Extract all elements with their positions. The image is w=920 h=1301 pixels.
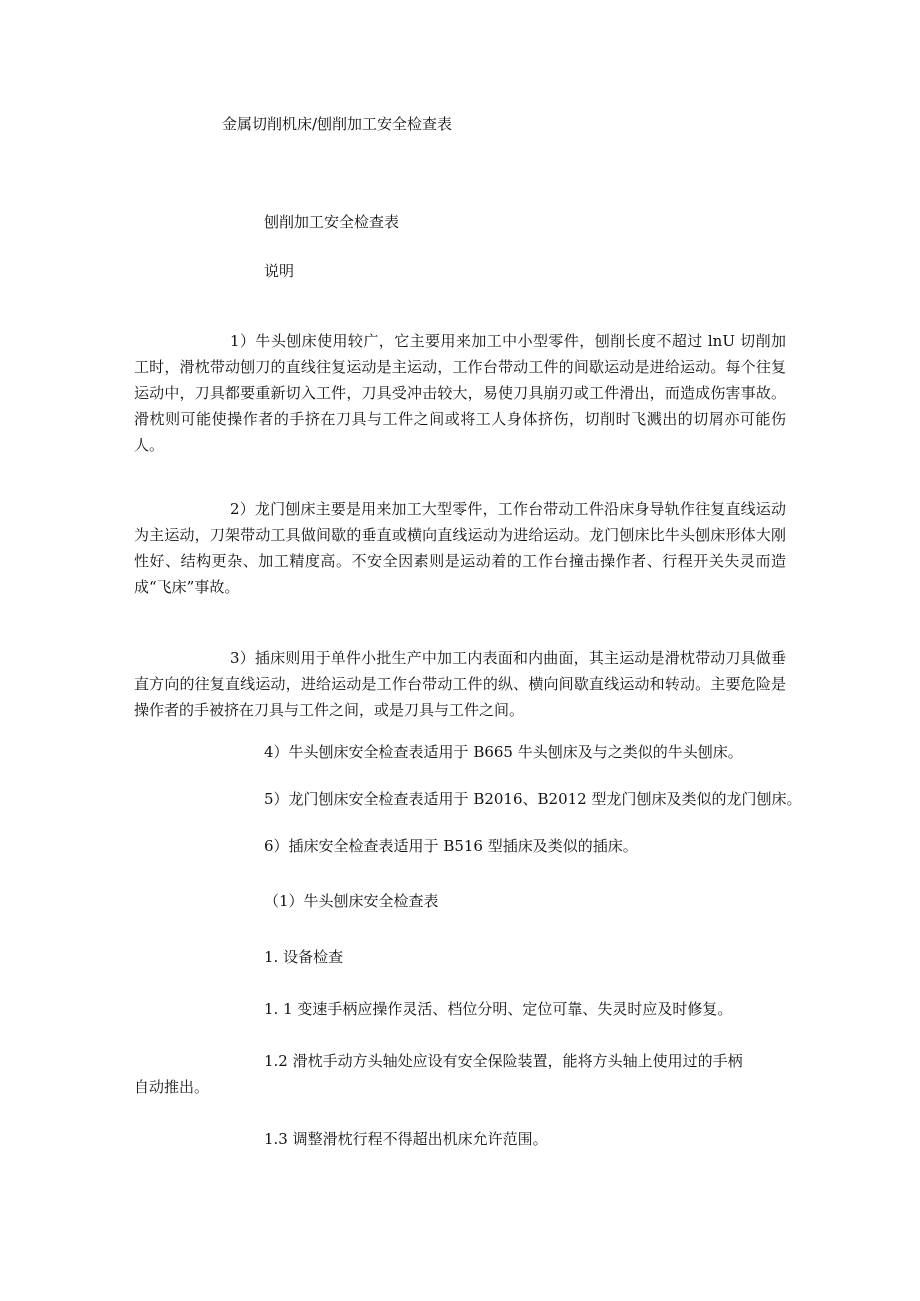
document-title: 金属切削机床/刨削加工安全检查表	[222, 115, 453, 133]
list-item: 5）龙门刨床安全检查表适用于 B2016、B2012 型龙门刨床及类似的龙门刨床。	[264, 790, 802, 808]
table-heading: （1）牛头刨床安全检查表	[264, 892, 439, 910]
list-item: 1. 1 变速手柄应操作灵活、档位分明、定位可靠、失灵时应及时修复。	[264, 1000, 733, 1018]
paragraph-1	[134, 328, 786, 458]
list-item: 4）牛头刨床安全检查表适用于 B665 牛头刨床及与之类似的牛头刨床。	[264, 743, 743, 761]
list-item: 1.2 滑枕手动方头轴处应设有安全保险装置，能将方头轴上使用过的手柄	[264, 1052, 743, 1070]
note-heading: 说明	[264, 262, 295, 280]
paragraph-3-text: 3）插床则用于单件小批生产中加工内表面和内曲面，其主运动是滑枕带动刀具做垂直方向的往复直线运动，进给运动是工作台带动工件的纵、横向间歇直线运动和转动。主要危险是操作者的手被挤在刀具与工件之间，或是刀具与工件之间。	[134, 649, 786, 719]
section-subtitle: 刨削加工安全检查表	[264, 213, 400, 231]
list-item-continuation: 自动推出。	[134, 1078, 210, 1096]
paragraph-2-text: 2）龙门刨床主要是用来加工大型零件，工作台带动工件沿床身导轨作往复直线运动为主运动，刀架带动工具做间歇的垂直或横向直线运动为进给运动。龙门刨床比牛头刨床形体大刚性好、结构更杂、加工精度高。不安全因素则是运动着的工作台撞击操作者、行程开关失灵而造成“飞床”事故。	[134, 500, 786, 596]
paragraph-3	[134, 645, 786, 723]
list-item: 6）插床安全检查表适用于 B516 型插床及类似的插床。	[264, 837, 638, 855]
list-item: 1.3 调整滑枕行程不得超出机床允许范围。	[264, 1130, 548, 1148]
section-heading: 1. 设备检查	[264, 948, 344, 966]
paragraph-1-text: 1）牛头刨床使用较广，它主要用来加工中小型零件，刨削长度不超过 lnU 切削加工时，滑枕带动刨刀的直线往复运动是主运动，工作台带动工件的间歇运动是进给运动。每个往复运动中，刀具都要重新切入工件，刀具受冲击较大，易使刀具崩刃或工件滑出，而造成伤害事故。滑枕则可能使操作者的手挤在刀具与工件之间或将工人身体挤伤，切削时飞溅出的切屑亦可能伤人。	[134, 332, 786, 454]
paragraph-2	[134, 496, 786, 600]
